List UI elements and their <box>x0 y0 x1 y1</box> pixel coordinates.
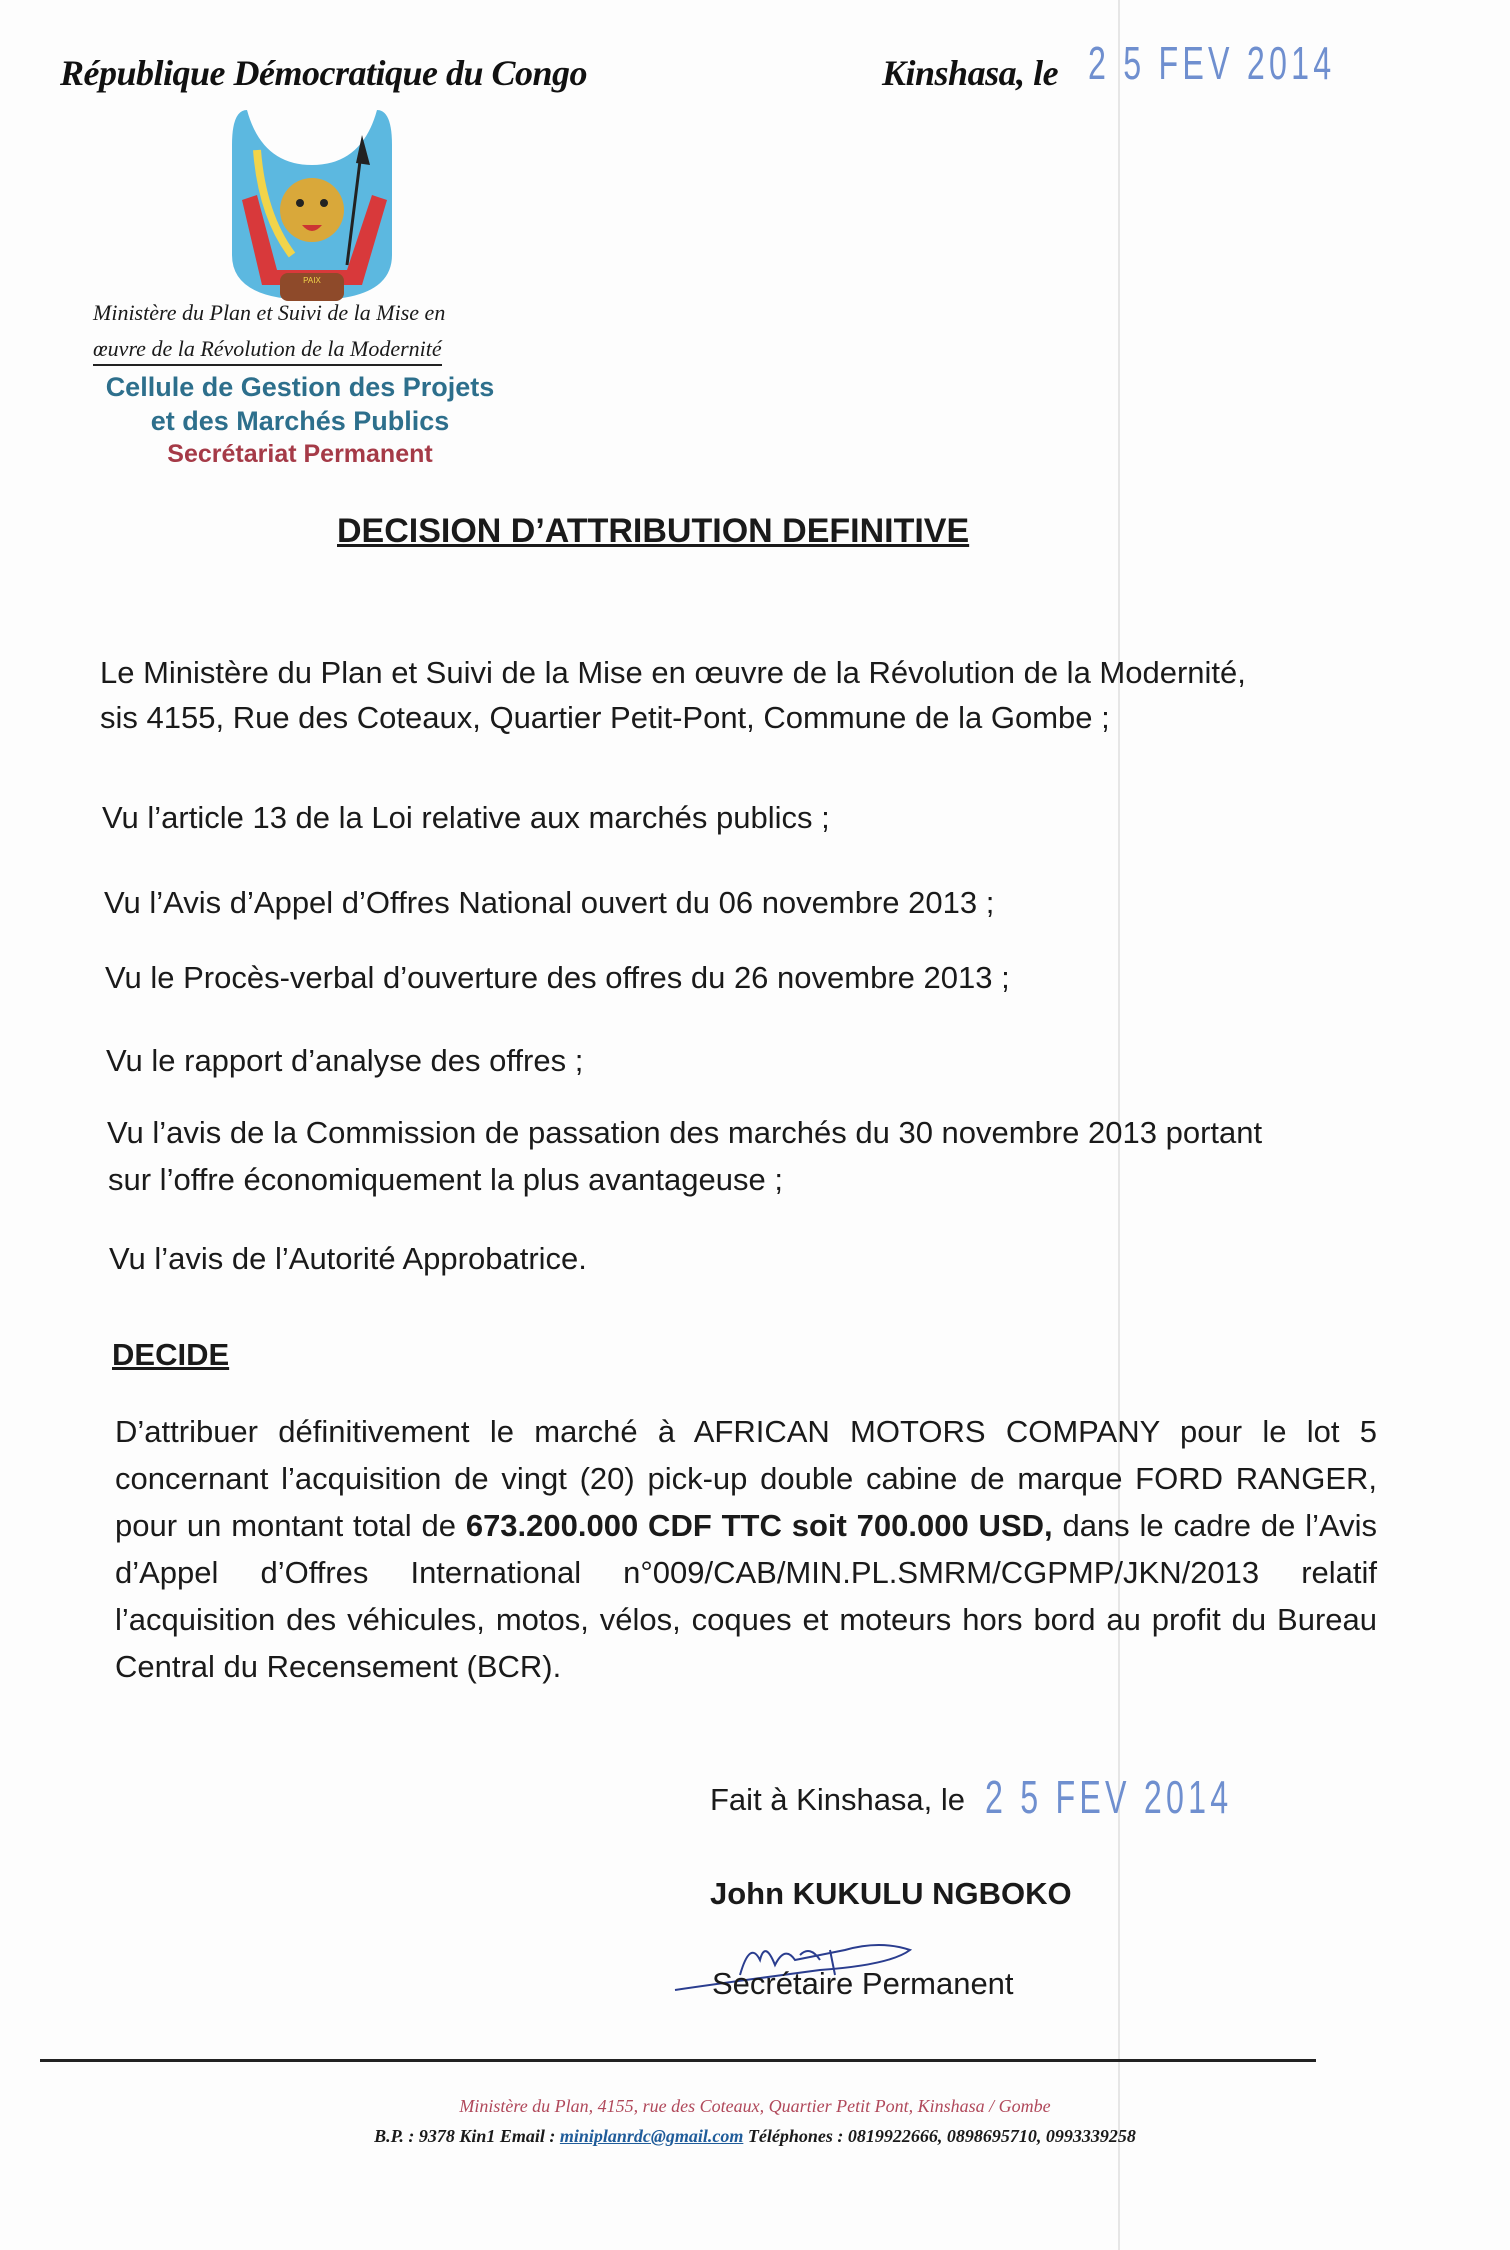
intro-line-1: Le Ministère du Plan et Suivi de la Mise en œuvre de la Révolution de la Modernité, <box>100 655 1246 690</box>
decision-paragraph <box>115 1408 1377 1690</box>
decide-heading: DECIDE <box>112 1337 230 1372</box>
footer-divider <box>40 2059 1316 2062</box>
cell-line-2: et des Marchés Publics <box>150 406 450 436</box>
consideration: Vu l’article 13 de la Loi relative aux marchés publics ; <box>102 800 830 835</box>
signatory-role: Secrétaire Permanent <box>712 1966 1014 2001</box>
decision-text-continued: dans le cadre de l’Avis d’Appel d’Offres International n°009/CAB/MIN.PL.SMRM/CGPMP/JKN/2013 relatif l’acquisition des véhicules, motos, vélos, coques et moteurs hors bord au profit du Bureau Central du Recensement (BCR). <box>115 1508 1377 1684</box>
consideration: Vu le rapport d’analyse des offres ; <box>106 1043 584 1078</box>
footer-address: Ministère du Plan, 4155, rue des Coteaux, Quartier Petit Pont, Kinshasa / Gombe <box>459 2096 1051 2116</box>
consideration: Vu le Procès-verbal d’ouverture des offres du 26 novembre 2013 ; <box>105 960 1010 995</box>
consideration: sur l’offre économiquement la plus avantageuse ; <box>108 1162 783 1197</box>
secretariat-label: Secrétariat Permanent <box>167 440 433 468</box>
footer-phones: Téléphones : 0819922666, 0898695710, 0993339258 <box>743 2126 1136 2146</box>
consideration: Vu l’avis de l’Autorité Approbatrice. <box>109 1241 587 1276</box>
footer-email-link[interactable]: miniplanrdc@gmail.com <box>559 2126 744 2146</box>
coat-of-arms-emblem <box>222 105 402 305</box>
cell-line-1: Cellule de Gestion des Projets <box>105 372 495 402</box>
emblem-motto: PAIX <box>303 276 321 285</box>
date-stamp: 2 5 FEV 2014 <box>1088 37 1336 89</box>
document-title: DECISION D’ATTRIBUTION DEFINITIVE <box>337 512 970 550</box>
signature-place-label: Fait à Kinshasa, le <box>710 1782 966 1817</box>
country-header: République Démocratique du Congo <box>60 53 588 93</box>
signature-date-stamp: 2 5 FEV 2014 <box>985 1771 1233 1823</box>
footer-contact <box>0 2126 1510 2147</box>
ministry-line-2: œuvre de la Révolution de la Modernité <box>93 336 442 366</box>
decision-text: D’attribuer définitivement le marché à AFRICAN MOTORS COMPANY pour le lot 5 concernant l’acquisition de vingt (20) pick-up double cabine de marque FORD RANGER, pour un montant total de <box>115 1414 1377 1543</box>
intro-line-2: sis 4155, Rue des Coteaux, Quartier Petit-Pont, Commune de la Gombe ; <box>100 700 1110 735</box>
footer-bp: B.P. : 9378 Kin1 Email : <box>374 2126 560 2146</box>
consideration: Vu l’avis de la Commission de passation des marchés du 30 novembre 2013 portant <box>107 1115 1263 1150</box>
consideration: Vu l’Avis d’Appel d’Offres National ouvert du 06 novembre 2013 ; <box>104 885 995 920</box>
signatory-name: John KUKULU NGBOKO <box>710 1876 1072 1911</box>
decision-amount: 673.200.000 CDF TTC soit 700.000 USD, <box>465 1508 1053 1543</box>
ministry-line-1: Ministère du Plan et Suivi de la Mise en <box>93 300 446 325</box>
place-date-label: Kinshasa, le <box>882 53 1059 93</box>
